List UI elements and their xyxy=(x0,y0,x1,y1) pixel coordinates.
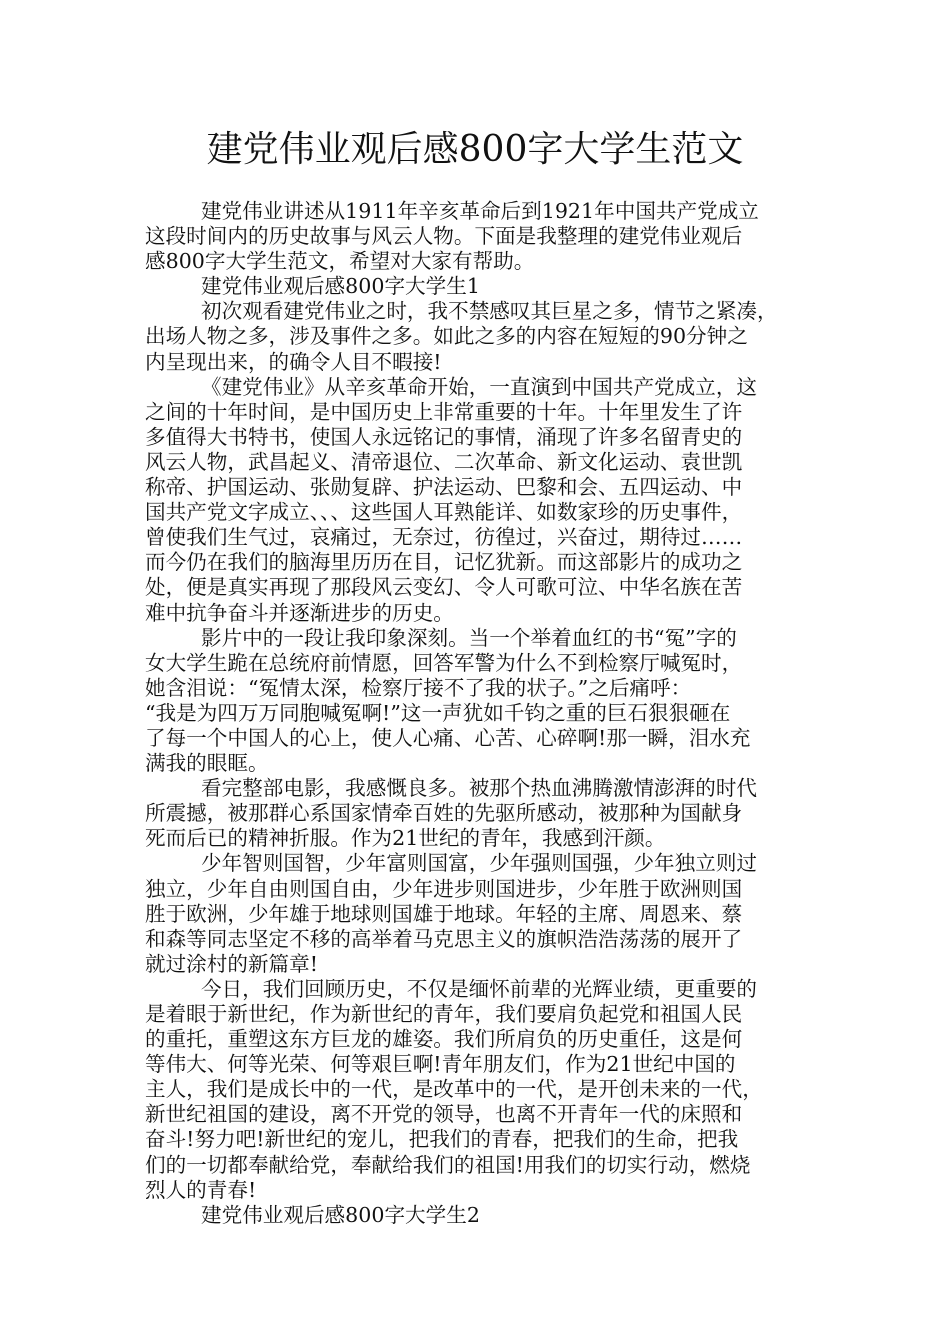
text-line: 这段时间内的历史故事与风云人物。下面是我整理的建党伟业观后 xyxy=(145,224,743,249)
text-line: 新世纪祖国的建设，离不开党的领导，也离不开青年一代的床照和 xyxy=(145,1102,743,1127)
text-line: 所震撼，被那群心系国家情牵百姓的先驱所感动，被那种为国献身 xyxy=(145,801,743,826)
text-line: 出场人物之多，涉及事件之多。如此之多的内容在短短的90分钟之 xyxy=(145,324,748,349)
text-line: 之间的十年时间，是中国历史上非常重要的十年。十年里发生了许 xyxy=(145,399,743,424)
text-line: 独立，少年自由则国自由，少年进步则国进步，少年胜于欧洲则国 xyxy=(145,876,743,901)
text-line: 等伟大、何等光荣、何等艰巨啊!青年朋友们，作为21世纪中国的 xyxy=(145,1052,736,1077)
text-line: 曾使我们生气过，哀痛过，无奈过，彷徨过，兴奋过，期待过…… xyxy=(145,525,743,550)
text-line: 少年智则国智，少年富则国富，少年强则国强，少年独立则过 xyxy=(201,851,758,876)
text-line: 烈人的青春! xyxy=(145,1177,257,1202)
text-line: 风云人物，武昌起义、清帝退位、二次革命、新文化运动、袁世凯 xyxy=(145,449,743,474)
text-line: 满我的眼眶。 xyxy=(145,751,269,776)
text-line: 奋斗!努力吧!新世纪的宠儿，把我们的青春，把我们的生命，把我 xyxy=(145,1127,739,1152)
text-line: 国共产党文字成立、、、这些国人耳熟能详、如数家珍的历史事件， xyxy=(145,500,743,525)
document-title: 建党伟业观后感800字大学生范文 xyxy=(206,129,744,170)
text-line: 而今仍在我们的脑海里历历在目，记忆犹新。而这部影片的成功之 xyxy=(145,550,743,575)
text-line: 的重托，重塑这东方巨龙的雄姿。我们所肩负的历史重任，这是何 xyxy=(145,1027,743,1052)
text-line: 今日，我们回顾历史，不仅是缅怀前辈的光辉业绩，更重要的 xyxy=(201,976,758,1001)
document-body xyxy=(145,199,809,1228)
text-line: 看完整部电影，我感慨良多。被那个热血沸腾激情澎湃的时代 xyxy=(201,776,758,801)
text-line: 《建党伟业》从辛亥革命开始，一直演到中国共产党成立，这 xyxy=(201,374,758,399)
text-line: 是着眼于新世纪，作为新世纪的青年，我们要肩负起党和祖国人民 xyxy=(145,1002,743,1026)
text-line: 她含泪说：“冤情太深，检察厅接不了我的状子。”之后痛呼： xyxy=(145,675,692,700)
text-line: 感800字大学生范文，希望对大家有帮助。 xyxy=(145,249,535,274)
section-heading-1: 建党伟业观后感800字大学生1 xyxy=(201,274,480,299)
text-line: 难中抗争奋斗并逐渐进步的历史。 xyxy=(145,600,454,625)
text-line: 建党伟业讲述从1911年辛亥革命后到1921年中国共产党成立 xyxy=(201,199,759,223)
text-line: 了每一个中国人的心上，使人心痛、心苦、心碎啊!那一瞬，泪水充 xyxy=(145,725,751,750)
text-line: 和森等同志坚定不移的高举着马克思主义的旗帜浩浩荡荡的展开了 xyxy=(145,926,743,951)
text-line: 内呈现出来，的确令人目不暇接! xyxy=(145,349,442,374)
text-line: 死而后已的精神折服。作为21世纪的青年，我感到汗颜。 xyxy=(145,826,666,851)
text-line: 胜于欧洲，少年雄于地球则国雄于地球。年轻的主席、周恩来、蔡 xyxy=(145,901,743,926)
text-line: 主人，我们是成长中的一代，是改革中的一代，是开创未来的一代， xyxy=(145,1077,763,1102)
text-line: “我是为四万万同胞喊冤啊!”这一声犹如千钧之重的巨石狠狠砸在 xyxy=(145,700,731,725)
section-heading-2: 建党伟业观后感800字大学生2 xyxy=(201,1202,480,1227)
text-line: 女大学生跪在总统府前情愿，回答军警为什么不到检察厅喊冤时， xyxy=(145,650,743,675)
text-line: 处，便是真实再现了那段风云变幻、令人可歌可泣、中华名族在苦 xyxy=(145,575,743,600)
text-line: 称帝、护国运动、张勋复辟、护法运动、巴黎和会、五四运动、中 xyxy=(145,475,743,500)
text-line: 初次观看建党伟业之时，我不禁感叹其巨星之多，情节之紧凑， xyxy=(201,299,778,324)
text-line: 影片中的一段让我印象深刻。当一个举着血红的书“冤”字的 xyxy=(201,625,737,650)
text-line: 就过涂村的新篇章! xyxy=(145,951,319,976)
text-line: 们的一切都奉献给党，奉献给我们的祖国!用我们的切实行动，燃烧 xyxy=(145,1152,751,1177)
text-line: 多值得大书特书，使国人永远铭记的事情，涌现了许多名留青史的 xyxy=(145,424,743,449)
